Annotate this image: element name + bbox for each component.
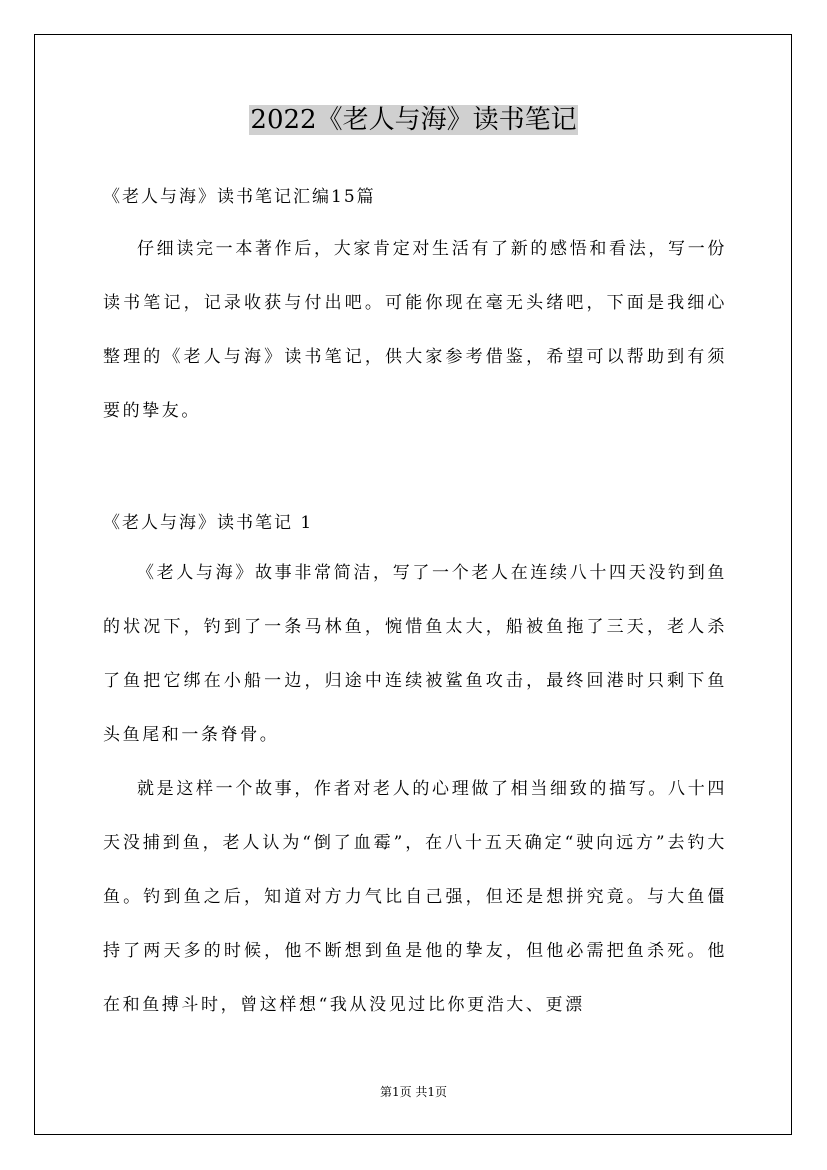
intro-paragraph: 仔细读完一本著作后，大家肯定对生活有了新的感悟和看法，写一份读书笔记，记录收获与付出吧。可能你现在毫无头绪吧，下面是我细心整理的《老人与海》读书笔记，供大家参考借鉴，希望可以帮助到有须要的挚友。 [103,239,727,421]
section-heading: 《老人与海》读书笔记 1 [103,513,314,533]
document-title-text: 2022《老人与海》读书笔记 [250,105,577,135]
body-paragraph-2: 就是这样一个故事，作者对老人的心理做了相当细致的描写。八十四天没捕到鱼，老人认为“倒了血霉”，在八十五天确定“驶向远方”去钓大鱼。钓到鱼之后，知道对方力气比自己强，但还是想拼究竟。与大鱼僵持了两天多的时候，他不断想到鱼是他的挚友，但他必需把鱼杀死。他在和鱼搏斗时，曾这样想“我从没见过比你更浩大、更漂 [103,779,727,1015]
document-subtitle: 《老人与海》读书笔记汇编15篇 [103,187,376,207]
document-title [0,100,827,140]
page-number-footer: 第1页 共1页 [379,1085,448,1099]
body-paragraph-1: 《老人与海》故事非常简洁，写了一个老人在连续八十四天没钓到鱼的状况下，钓到了一条马林鱼，惋惜鱼太大，船被鱼拖了三天，老人杀了鱼把它绑在小船一边，归途中连续被鲨鱼攻击，最终回港时只剩下鱼头鱼尾和一条脊骨。 [103,563,727,745]
